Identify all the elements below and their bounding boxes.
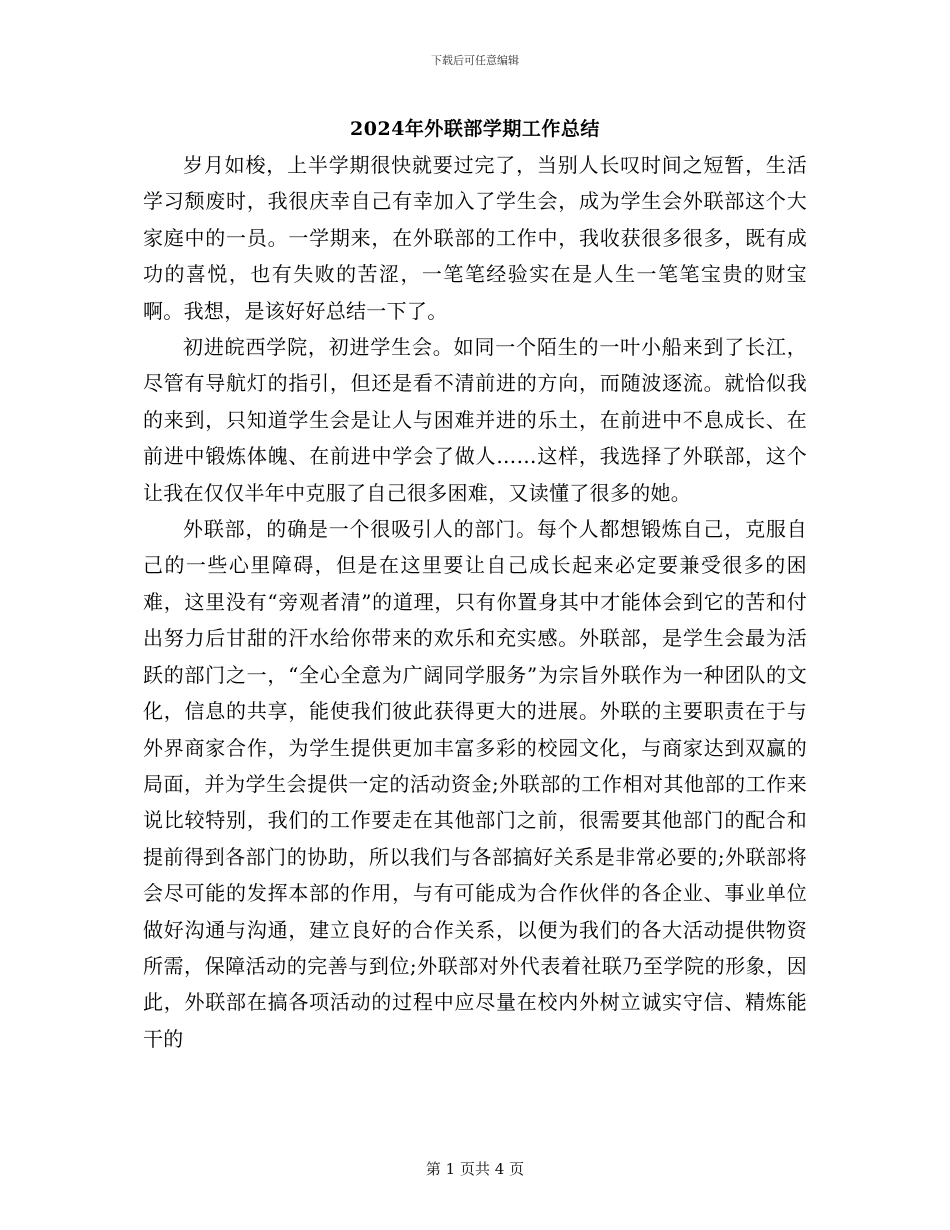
document-title: 2024年外联部学期工作总结: [350, 118, 600, 140]
paragraph-2: 初进皖西学院，初进学生会。如同一个陌生的一叶小船来到了长江，尽管有导航灯的指引，但还是看不清前进的方向，而随波逐流。就恰似我的来到，只知道学生会是让人与困难并进的乐土，在前进中不息成长、在前进中锻炼体魄、在前进中学会了做人……这样，我选择了外联部，这个让我在仅仅半年中克服了自己很多困难，又读懂了很多的她。: [143, 335, 807, 505]
page-header-note: 下载后可任意编辑: [431, 54, 519, 67]
page-number: 第 1 页共 4 页: [425, 1160, 525, 1178]
paragraph-1: 岁月如梭，上半学期很快就要过完了，当别人长叹时间之短暂，生活学习颓废时，我很庆幸自己有幸加入了学生会，成为学生会外联部这个大家庭中的一员。一学期来，在外联部的工作中，我收获很多很多，既有成功的喜悦，也有失败的苦涩，一笔笔经验实在是人生一笔笔宝贵的财宝啊。我想，是该好好总结一下了。: [143, 153, 807, 323]
document-body: [143, 147, 807, 1057]
paragraph-3: 外联部，的确是一个很吸引人的部门。每个人都想锻炼自己，克服自己的一些心里障碍，但是在这里要让自己成长起来必定要兼受很多的困难，这里没有“旁观者清”的道理，只有你置身其中才能体会到它的苦和付出努力后甘甜的汗水给你带来的欢乐和充实感。外联部，是学生会最为活跃的部门之一，“全心全意为广阔同学服务”为宗旨外联作为一种团队的文化，信息的共享，能使我们彼此获得更大的进展。外联的主要职责在于与外界商家合作，为学生提供更加丰富多彩的校园文化，与商家达到双赢的局面，并为学生会提供一定的活动资金;外联部的工作相对其他部的工作来说比较特别，我们的工作要走在其他部门之前，很需要其他部门的配合和提前得到各部门的协助，所以我们与各部搞好关系是非常必要的;外联部将会尽可能的发挥本部的作用，与有可能成为合作伙伴的各企业、事业单位做好沟通与沟通，建立良好的合作关系，以便为我们的各大活动提供物资所需，保障活动的完善与到位;外联部对外代表着社联乃至学院的形象，因此，外联部在搞各项活动的过程中应尽量在校内外树立诚实守信、精炼能干的: [143, 517, 807, 1051]
